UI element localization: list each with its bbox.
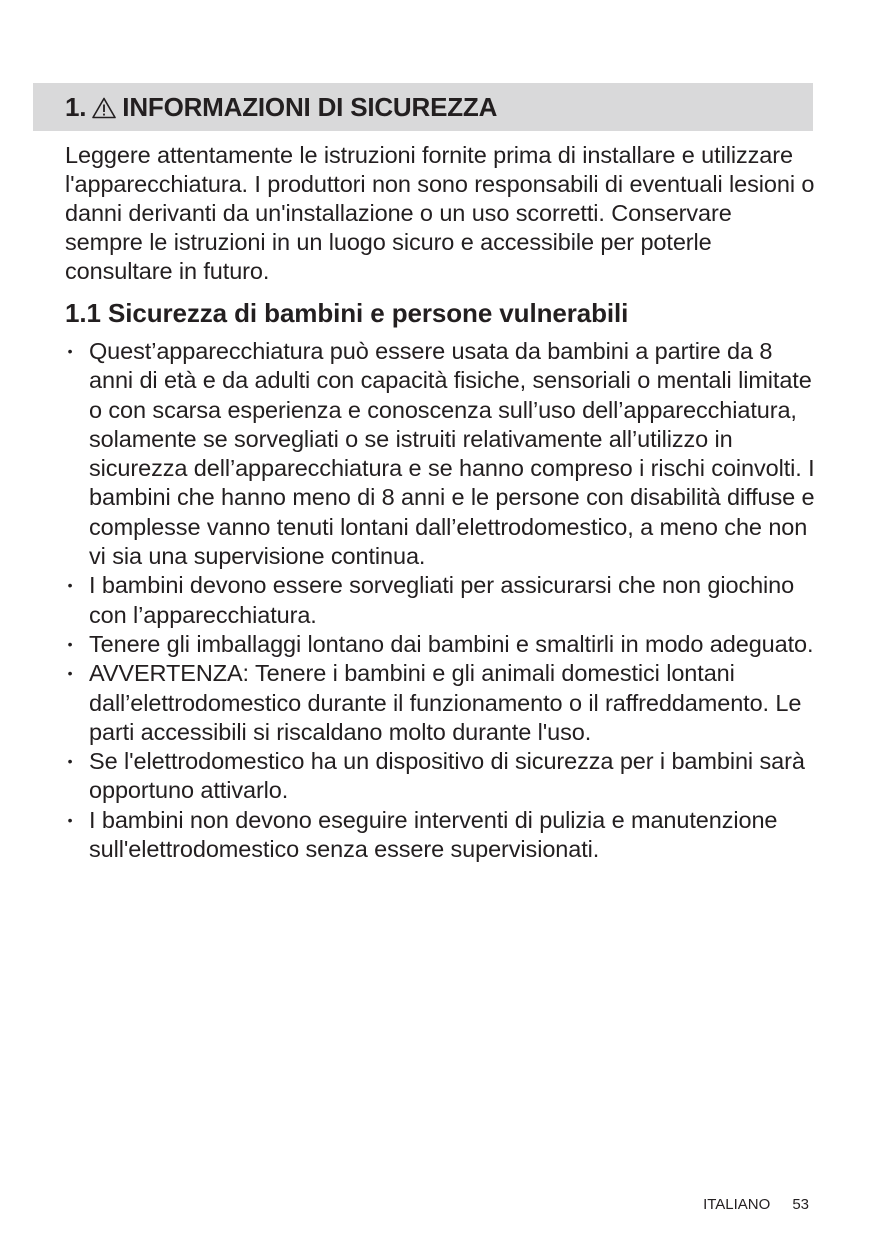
- page-number: 53: [792, 1196, 809, 1213]
- list-item-text: Tenere gli imballaggi lontano dai bambini e smaltirli in modo adeguato.: [89, 630, 814, 657]
- bullet-marker: •: [67, 635, 73, 652]
- subsection-title: 1.1 Sicurezza di bambini e persone vulnerabili: [65, 298, 629, 328]
- bullet-marker: •: [67, 811, 73, 828]
- bullet-marker: •: [67, 753, 73, 770]
- warning-triangle-icon: [92, 95, 116, 117]
- list-item-text: I bambini devono essere sorvegliati per assicurarsi che non giochino con l’apparecchiatura.: [89, 572, 795, 628]
- section-number: 1.: [65, 91, 87, 122]
- safety-bullet-list: [65, 337, 815, 864]
- bullet-marker: •: [67, 577, 73, 594]
- bullet-marker: •: [67, 343, 73, 359]
- list-item: [65, 747, 815, 806]
- section-title: [65, 92, 497, 123]
- footer-language: ITALIANO: [703, 1196, 771, 1213]
- list-item: [65, 806, 815, 865]
- list-item-text: Se l'elettrodomestico ha un dispositivo di sicurezza per i bambini sarà opportuno attivarlo.: [89, 748, 805, 804]
- intro-paragraph: Leggere attentamente le istruzioni fornite prima di installare e utilizzare l'apparecchiatura. I produttori non sono responsabili di eventuali lesioni o danni derivanti da un'installazione o un uso scorretti. Conservare sempre le istruzioni in un luogo sicuro e accessibile per poterle consultare in futuro.: [65, 142, 815, 284]
- list-item: [65, 337, 815, 571]
- section-header: [33, 83, 813, 131]
- page-footer: [703, 1196, 809, 1213]
- bullet-marker: •: [67, 665, 73, 682]
- list-item: [65, 630, 815, 659]
- list-item-text: Quest’apparecchiatura può essere usata da bambini a partire da 8 anni di età e da adulti con capacità fisiche, sensoriali o mentali limitate o con scarsa esperienza e conoscenza sull’uso dell’apparecchiatura, solamente se sorvegliati o se istruiti relativamente all’utilizzo in sicurezza dell’apparecchiatura e se hanno compreso i rischi coinvolti. I bambini che hanno meno di 8 anni e le persone con disabilità diffuse e complesse vanno tenuti lontani dall’elettrodomestico, a meno che non vi sia una supervisione continua.: [89, 338, 815, 570]
- list-item-text: I bambini non devono eseguire interventi di pulizia e manutenzione sull'elettrodomestico senza essere supervisionati.: [89, 806, 778, 863]
- list-item-text: AVVERTENZA: Tenere i bambini e gli animali domestici lontani dall’elettrodomestico durante il funzionamento o il raffreddamento. Le parti accessibili si riscaldano molto durante l'uso.: [89, 660, 802, 745]
- section-title-text: INFORMAZIONI DI SICUREZZA: [122, 91, 498, 122]
- list-item: [65, 659, 815, 747]
- list-item: [65, 571, 815, 630]
